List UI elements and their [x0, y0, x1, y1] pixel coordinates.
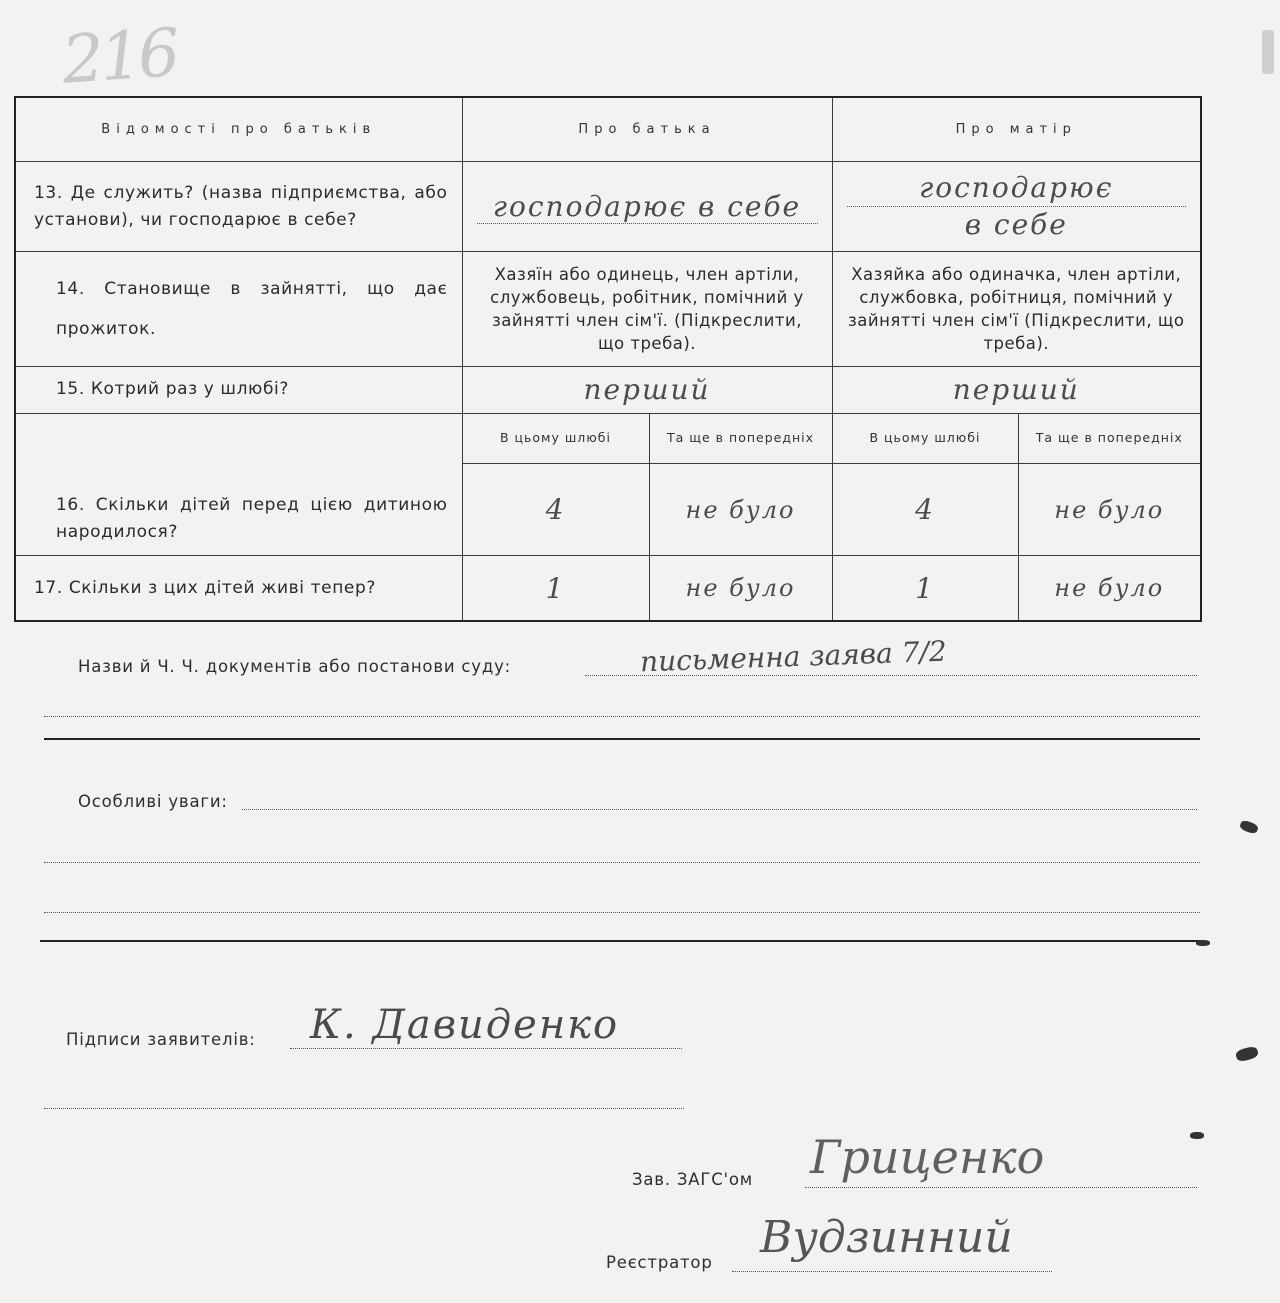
q16-mother-previous: не було — [1018, 464, 1201, 556]
q13-question: 13. Де служить? (назва підприємства, або установи), чи господарює в себе? — [15, 161, 462, 252]
q16-question: 16. Скільки дітей перед цією дитиною народилося? — [15, 413, 462, 556]
q13-mother-cell — [832, 161, 1201, 252]
q14-father-options: Хазяїн або одинець, член артіли, службовець, робітник, помічний у зайнятті член сім'ї. (Підкреслити, що треба). — [462, 252, 832, 366]
q17-question: 17. Скільки з цих дітей живі тепер? — [15, 556, 462, 621]
q16-sub-previous-mother: Та ще в попередніх — [1018, 413, 1201, 464]
zags-head-signature: Гриценко — [810, 1130, 1045, 1184]
documents-label: Назви й Ч. Ч. документів або постанови суду: — [78, 657, 511, 676]
paper-speck — [1235, 1045, 1259, 1062]
q13-father-dotted-line — [477, 223, 818, 224]
q16-father-current: 4 — [462, 464, 649, 556]
documents-dotted-line-2 — [44, 716, 1200, 717]
paper-speck — [1190, 1132, 1204, 1139]
applicant-signature: К. Давиденко — [310, 1002, 620, 1048]
q16-mother-current: 4 — [832, 464, 1018, 556]
q15-mother-answer: перший — [832, 366, 1201, 413]
applicants-dotted-line-1 — [290, 1048, 682, 1049]
remarks-dotted-line-2 — [44, 862, 1200, 863]
paper-edge-mark — [1262, 30, 1274, 74]
zags-head-label: Зав. ЗАГС'ом — [632, 1170, 754, 1189]
applicants-dotted-line-2 — [44, 1108, 684, 1109]
table-header-row — [15, 97, 1201, 161]
row-q17 — [15, 556, 1201, 621]
remarks-label: Особливі уваги: — [78, 792, 228, 811]
q14-mother-options: Хазяйка або одиначка, член артіли, службовка, робітниця, помічний у зайнятті член сім'ї (Підкреслити, що треба). — [832, 252, 1201, 366]
q17-mother-previous: не було — [1018, 556, 1201, 621]
q13-father-answer: господарює в себе — [492, 189, 802, 223]
row-q14 — [15, 252, 1201, 366]
applicants-signature-label: Підписи заявителів: — [66, 1030, 256, 1049]
q16-father-previous: не було — [649, 464, 832, 556]
section-rule-2 — [40, 940, 1200, 942]
q14-question: 14. Становище в зайнятті, що дає прожиток. — [15, 252, 462, 366]
registrar-dotted-line — [732, 1271, 1052, 1272]
paper-speck — [1239, 819, 1259, 835]
archive-number: 216 — [59, 14, 179, 99]
row-q16-subheaders — [15, 413, 1201, 464]
q16-sub-current-mother: В цьому шлюбі — [832, 413, 1018, 464]
header-mother: Про матір — [832, 97, 1201, 161]
paper-speck — [1196, 940, 1210, 946]
registrar-signature: Вудзинний — [760, 1212, 1013, 1263]
row-q13 — [15, 161, 1201, 252]
q13-mother-answer-line1: господарює — [919, 171, 1114, 205]
q13-father-cell — [462, 161, 832, 252]
header-parents-info: Відомості про батьків — [15, 97, 462, 161]
documents-value: письменна заява 7/2 — [639, 634, 948, 679]
q17-father-previous: не було — [649, 556, 832, 621]
remarks-dotted-line-1 — [242, 809, 1197, 810]
q17-mother-current: 1 — [832, 556, 1018, 621]
registrar-label: Реєстратор — [606, 1253, 713, 1272]
row-q15 — [15, 366, 1201, 413]
q13-mother-answer-line2: в себе — [964, 208, 1068, 242]
q17-father-current: 1 — [462, 556, 649, 621]
zags-head-dotted-line — [805, 1187, 1197, 1188]
remarks-dotted-line-3 — [44, 912, 1200, 913]
q15-father-answer: перший — [462, 366, 832, 413]
q16-sub-current-father: В цьому шлюбі — [462, 413, 649, 464]
q15-question: 15. Котрий раз у шлюбі? — [15, 366, 462, 413]
parents-info-table — [14, 96, 1202, 622]
q16-sub-previous-father: Та ще в попередніх — [649, 413, 832, 464]
header-father: Про батька — [462, 97, 832, 161]
section-rule-1 — [44, 738, 1200, 740]
